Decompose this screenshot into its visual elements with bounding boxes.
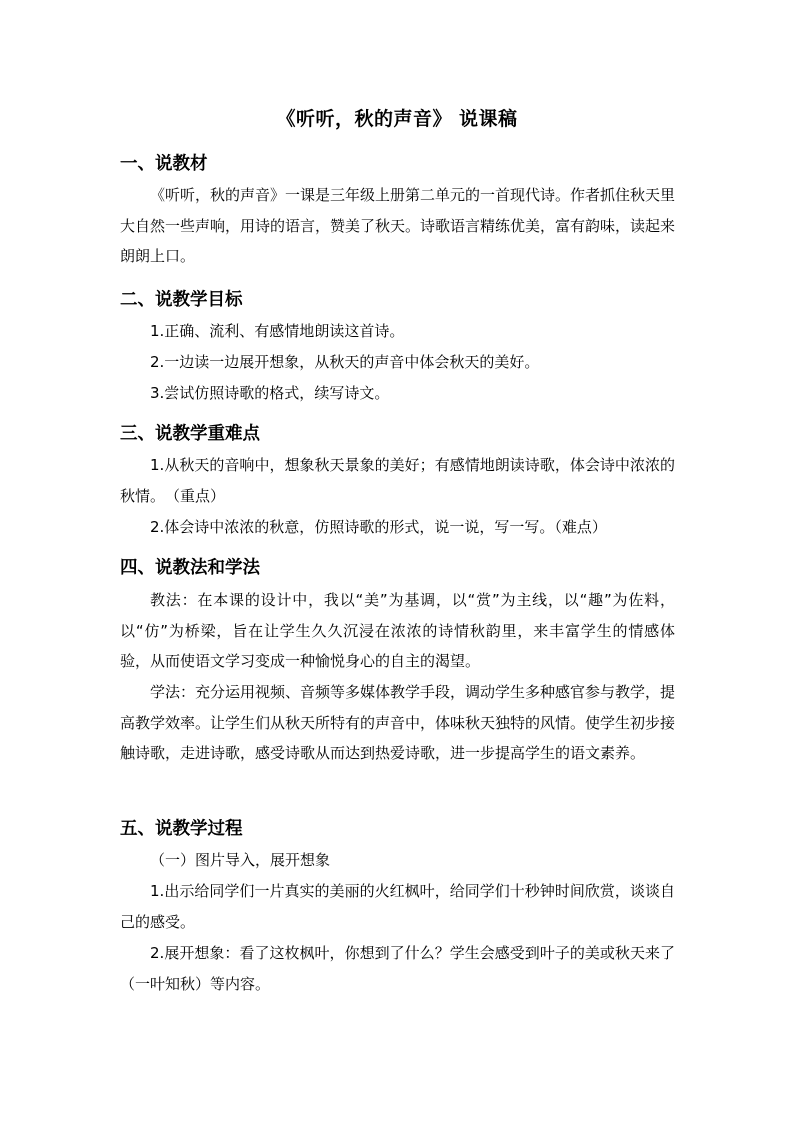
- paragraph-key-point: 1.从秋天的音响中，想象秋天景象的美好；有感情地朗读诗歌，体会诗中浓浓的秋情。 （重点）: [120, 456, 675, 505]
- paragraph-process-step-2: 2.展开想象：看了这枚枫叶，你想到了什么？学生会感受到叶子的美或秋天来了（一叶知秋）等内容。: [120, 944, 675, 993]
- section-heading-teaching-process: 五、说教学过程: [120, 819, 243, 839]
- goal-item-3: 3.尝试仿照诗歌的格式，续写诗文。: [150, 384, 390, 402]
- paragraph-teaching-material: 《听听，秋的声音》一课是三年级上册第二单元的一首现代诗。作者抓住秋天里大自然一些声响，用诗的语言，赞美了秋天。诗歌语言精练优美，富有韵味，读起来朗朗上口。: [120, 186, 676, 265]
- process-subheading: （一）图片导入，展开想象: [150, 851, 331, 869]
- section-heading-teaching-goals: 二、说教学目标: [120, 290, 243, 310]
- paragraph-teaching-method: 教法：在本课的设计中，我以“美”为基调，以“赏”为主线，以“趣”为佐料，以“仿”为桥梁，旨在让学生久久沉浸在浓浓的诗情秋韵里，来丰富学生的情感体验，从而使语文学习变成一种愉悦身心的自主的渴望。: [120, 591, 675, 670]
- paragraph-difficult-point: 2.体会诗中浓浓的秋意，仿照诗歌的形式，说一说，写一写。（难点）: [150, 518, 607, 536]
- paragraph-process-step-1: 1.出示给同学们一片真实的美丽的火红枫叶，给同学们十秒钟时间欣赏，谈谈自己的感受。: [120, 882, 675, 931]
- section-heading-key-difficult-points: 三、说教学重难点: [120, 424, 260, 444]
- goal-item-1: 1.正确、流利、有感情地朗读这首诗。: [150, 322, 405, 340]
- section-heading-teaching-material: 一、说教材: [120, 154, 208, 174]
- section-heading-methods: 四、说教法和学法: [120, 558, 260, 578]
- goal-item-2: 2.一边读一边展开想象，从秋天的声音中体会秋天的美好。: [150, 353, 540, 371]
- paragraph-learning-method: 学法：充分运用视频、音频等多媒体教学手段，调动学生多种感官参与教学，提高教学效率。让学生们从秋天所特有的声音中，体味秋天独特的风情。使学生初步接触诗歌，走进诗歌，感受诗歌从而达到热爱诗歌，进一步提高学生的语文素养。: [120, 683, 676, 762]
- document-title: 《听听，秋的声音》 说课稿: [276, 108, 518, 130]
